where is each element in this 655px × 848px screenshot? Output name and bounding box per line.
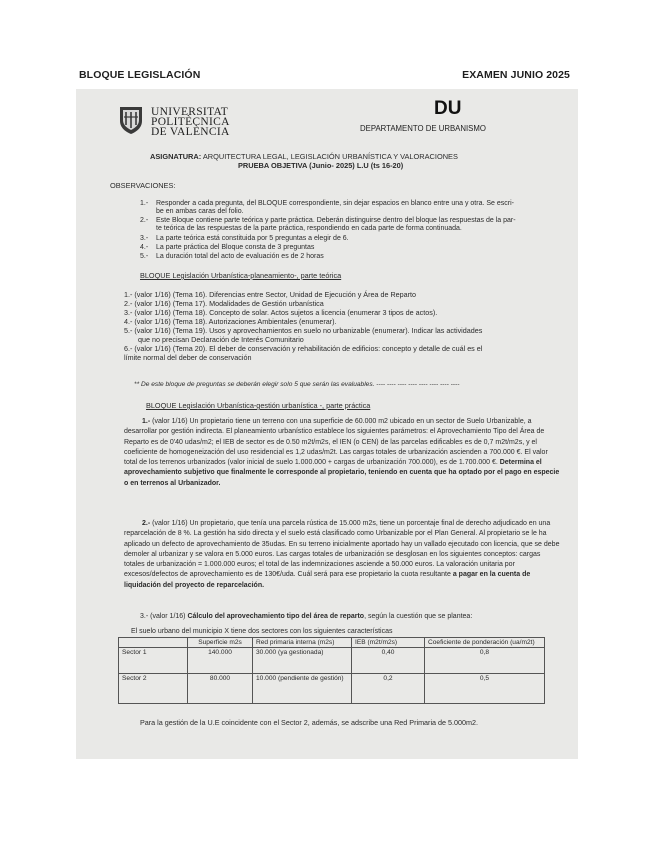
theory-line-6: que no precisan Declaración de Interés Comunitario: [138, 335, 304, 344]
table-cell: 0,5: [425, 674, 545, 704]
observation-1-line-2: be en ambas caras del folio.: [156, 208, 244, 215]
observation-5-line-1: La duración total del acto de evaluación es de 2 horas: [156, 253, 324, 260]
theory-line-8: límite normal del deber de conservación: [124, 353, 252, 362]
theory-line-5: 5.- (valor 1/16) (Tema 19). Usos y aprovechamientos en suelo no urbanizable (enumerar). Indicar las actividades: [124, 326, 483, 335]
practice-heading: BLOQUE Legislación Urbanística-gestión urbanística -, parte práctica: [146, 401, 371, 410]
observation-num-2: 2.-: [140, 217, 149, 224]
theory-note: ** De este bloque de preguntas se deberán elegir solo 5 que serán las evaluables. ---- ---- ---- ---- ---- ---- ---- ----: [134, 381, 460, 388]
table-header-cell: IEB (m2t/m2s): [352, 638, 425, 648]
observations-heading: OBSERVACIONES:: [110, 181, 176, 190]
university-seal-icon: [118, 105, 144, 135]
subject-line: ASIGNATURA: ARQUITECTURA LEGAL, LEGISLACIÓN URBANÍSTICA Y VALORACIONES: [150, 152, 458, 161]
footer-line: Para la gestión de la U.E coincidente con el Sector 2, además, se adscribe una Red Primaria de 5.000m2.: [140, 718, 479, 727]
table-row: [119, 648, 545, 674]
table-header-cell: Superficie m2s: [188, 638, 253, 648]
observation-3-line-1: La parte teórica está constituida por 5 preguntas a elegir de 6.: [156, 235, 349, 242]
theory-line-1: 1.- (valor 1/16) (Tema 16). Diferencias entre Sector, Unidad de Ejecución y Área de Reparto: [124, 290, 417, 299]
observation-num-3: 3.-: [140, 235, 149, 242]
observation-2-line-2: te teórica de las respuestas de la parte práctica, respondiendo en cada parte de forma continuada.: [156, 225, 462, 232]
page-header-left: BLOQUE LEGISLACIÓN: [79, 69, 201, 81]
table-header-cell: Coeficiente de ponderación (ua/m2t): [425, 638, 545, 648]
theory-line-3: 3.- (valor 1/16) (Tema 18). Concepto de solar. Actos sujetos a licencia (enumerar 3 tipos de actos).: [124, 308, 438, 317]
theory-line-2: 2.- (valor 1/16) (Tema 17). Modalidades de Gestión urbanística: [124, 299, 324, 308]
observation-num-5: 5.-: [140, 253, 149, 260]
table-header-row: [119, 638, 545, 648]
department-name: DEPARTAMENTO DE URBANISMO: [360, 124, 486, 133]
table-header-cell: [119, 638, 188, 648]
theory-line-7: 6.- (valor 1/16) (Tema 20). El deber de conservación y rehabilitación de edificios: concepto y detalle de cuál es el: [124, 344, 483, 353]
observation-num-1: 1.-: [140, 200, 149, 207]
observation-2-line-1: Este Bloque contiene parte teórica y parte práctica. Deberán distinguirse dentro del bloque las respuestas de la par-: [156, 217, 516, 224]
scanned-exam-page: [76, 89, 578, 759]
table-caption: El suelo urbano del municipio X tiene dos sectores con los siguientes características: [131, 628, 393, 635]
table-cell: 0,2: [352, 674, 425, 704]
university-name-line-2: POLITÈCNICA: [151, 116, 230, 128]
table-cell: 80.000: [188, 674, 253, 704]
test-title: PRUEBA OBJETIVA (Junio- 2025) L.U (ts 16-20): [238, 161, 404, 170]
table-header-cell: Red primaria interna (m2s): [253, 638, 352, 648]
practice-question-2: 2.- (valor 1/16) Un propietario, que tenía una parcela rústica de 15.000 m2s, tiene un porcentaje final de derecho adjudicado en una reparcelación de 8 %. La gestión ha sido directa y el suelo está clasificado como Urbanizable por el Plan General. Al propietario se le ha aplicado un defecto de aprovechamiento de 35udas. En su terreno inicialmente aportado hay un vallado ejecutado con licencia, que se debe demoler al urbanizar y se valora en 5.000 euros. Las cargas totales de urbanización se desglosan en los siguientes conceptos: cargas totales de urbanización = 1.000.000 euros; el total de las indemnizaciones asciende a 50.000 euros. La valoración unitaria por excesos/defectos de aprovechamiento es de 130€/uda. Cuál será para ese propietario la cuota resultante a pagar en la cuenta de liquidación del proyecto de reparcelación.: [124, 520, 560, 589]
practice-question-1: 1.- (valor 1/16) Un propietario tiene un terreno con una superficie de 60.000 m2 ubicado en un sector de Suelo Urbanizable, a desarrollar por gestión indirecta. El planeamiento urbanístico establece los siguientes parámetros: el Aprovechamiento Tipo del Área de Reparto es de 0'40 udas/m2; el IEB de sector es de 0.50 m2t/m2s, el IEN (o CEN) de las parcelas edificables es de 0,7 m2t/m2s, y el coeficiente de homogeneización del uso residencial es 1,2 udas/m2t. Las cargas totales de urbanización ascienden a 700.000 €. El valor total de los terrenos urbanizados (valor inicial de suelo 1.000.000 + cargas de urbanización 700.000), es de 1.700.000 €. Determina el aprovechamiento subjetivo que finalmente le corresponde al propietario, teniendo en cuenta que ha optado por el pago en especie o en terrenos al Urbanizador.: [124, 418, 560, 487]
observation-4-line-1: La parte práctica del Bloque consta de 3 preguntas: [156, 244, 315, 251]
table-cell: Sector 2: [119, 674, 188, 704]
university-name-line-3: DE VALÈNCIA: [151, 126, 230, 138]
table-cell: 30.000 (ya gestionada): [253, 648, 352, 674]
department-abbrev: DU: [434, 98, 462, 119]
sectors-table: [118, 637, 545, 704]
table-row: [119, 674, 545, 704]
table-cell: Sector 1: [119, 648, 188, 674]
table-cell: 0,8: [425, 648, 545, 674]
theory-line-4: 4.- (valor 1/16) (Tema 18). Autorizaciones Ambientales (enumerar).: [124, 317, 337, 326]
observation-1-line-1: Responder a cada pregunta, del BLOQUE correspondiente, sin dejar espacios en blanco entre una y otra. Se escri-: [156, 200, 514, 207]
university-name-line-1: UNIVERSITAT: [151, 106, 229, 118]
table-cell: 0,40: [352, 648, 425, 674]
table-cell: 10.000 (pendiente de gestión): [253, 674, 352, 704]
observation-num-4: 4.-: [140, 244, 149, 251]
page-header-right: EXAMEN JUNIO 2025: [462, 69, 570, 81]
practice-question-3: 3.- (valor 1/16) Cálculo del aprovechamiento tipo del área de reparto, según la cuestión que se plantea:: [140, 613, 473, 620]
theory-heading: BLOQUE Legislación Urbanística-planeamiento-, parte teórica: [140, 271, 342, 280]
table-cell: 140.000: [188, 648, 253, 674]
